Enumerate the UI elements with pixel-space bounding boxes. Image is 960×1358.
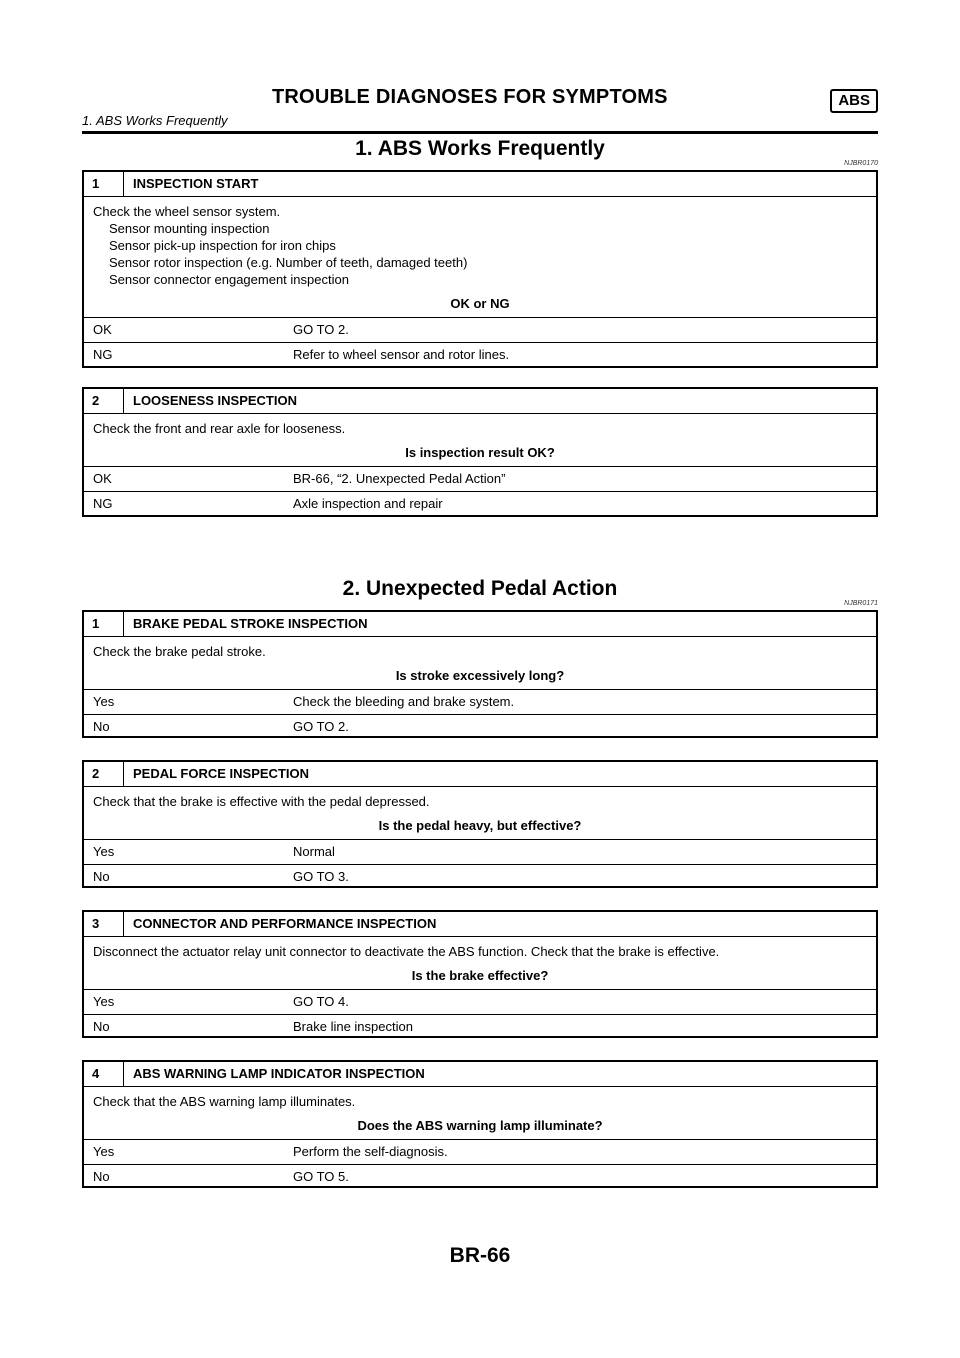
result-row [84,491,876,516]
step-title: CONNECTOR AND PERFORMANCE INSPECTION [133,916,437,931]
result-action: BR-66, “2. Unexpected Pedal Action” [293,471,506,486]
step-instruction: Check the brake pedal stroke. [93,644,266,659]
step-header [84,762,876,787]
diagnostic-step-box [82,910,878,1038]
result-action: Normal [293,844,335,859]
step-body [84,787,876,814]
section-code: NJBR0170 [844,160,878,167]
result-action: GO TO 2. [293,322,349,337]
result-row [84,840,876,864]
step-number: 4 [84,1062,124,1086]
diagnostic-step-box [82,387,878,517]
result-label: OK [93,322,112,337]
step-number: 2 [84,389,124,413]
result-label: No [93,719,110,734]
step-question: Is stroke excessively long? [84,664,876,690]
step-number: 3 [84,912,124,936]
section-title-unexpected-pedal-action: 2. Unexpected Pedal Action [342,577,618,600]
step-substep: Sensor mounting inspection [109,221,270,236]
diagnostic-step-box [82,170,878,368]
step-substep: Sensor connector engagement inspection [109,272,349,287]
result-action: GO TO 3. [293,869,349,884]
step-instruction: Check that the ABS warning lamp illuminates. [93,1094,356,1109]
step-body [84,197,876,292]
result-row [84,690,876,714]
result-row [84,342,876,367]
step-header [84,912,876,937]
result-row [84,714,876,739]
result-label: Yes [93,694,115,709]
step-number: 1 [84,612,124,636]
result-row [84,1140,876,1164]
result-action: GO TO 2. [293,719,349,734]
step-number: 2 [84,762,124,786]
result-label: NG [93,496,113,511]
step-body [84,637,876,664]
step-instruction: Check the wheel sensor system. [93,204,281,219]
result-action: Refer to wheel sensor and rotor lines. [293,347,510,362]
step-title: LOOSENESS INSPECTION [133,393,297,408]
step-body [84,1087,876,1114]
step-question: Does the ABS warning lamp illuminate? [84,1114,876,1140]
step-header [84,389,876,414]
step-question: OK or NG [84,292,876,318]
section-title-abs-works-frequently: 1. ABS Works Frequently [355,137,605,160]
header-subtitle: 1. ABS Works Frequently [82,113,228,128]
diagnostic-step-box [82,1060,878,1188]
step-instruction: Check that the brake is effective with the pedal depressed. [93,794,430,809]
result-row [84,1164,876,1189]
step-question: Is the brake effective? [84,964,876,990]
step-header [84,612,876,637]
section-code: NJBR0171 [844,600,878,607]
result-label: NG [93,347,113,362]
step-body [84,414,876,441]
step-instruction: Check the front and rear axle for looseness. [93,421,346,436]
result-action: Check the bleeding and brake system. [293,694,515,709]
step-body [84,937,876,964]
step-substep: Sensor rotor inspection (e.g. Number of teeth, damaged teeth) [109,255,468,270]
result-action: Axle inspection and repair [293,496,443,511]
step-title: ABS WARNING LAMP INDICATOR INSPECTION [133,1066,425,1081]
step-title: PEDAL FORCE INSPECTION [133,766,310,781]
step-substep: Sensor pick-up inspection for iron chips [109,238,336,253]
result-label: OK [93,471,112,486]
result-label: Yes [93,1144,115,1159]
result-row [84,864,876,889]
step-question: Is the pedal heavy, but effective? [84,814,876,840]
step-question: Is inspection result OK? [84,441,876,467]
step-instruction: Disconnect the actuator relay unit connector to deactivate the ABS function. Check that the brake is effective. [93,944,720,959]
result-row [84,467,876,491]
result-action: Perform the self-diagnosis. [293,1144,448,1159]
result-label: No [93,869,110,884]
result-action: GO TO 4. [293,994,349,1009]
page-number: BR-66 [449,1244,511,1267]
result-row [84,990,876,1014]
diagnostic-step-box [82,760,878,888]
step-title: BRAKE PEDAL STROKE INSPECTION [133,616,368,631]
page-header [82,86,878,134]
step-header [84,1062,876,1087]
header-title: TROUBLE DIAGNOSES FOR SYMPTOMS [272,86,668,108]
step-title: INSPECTION START [133,176,259,191]
result-label: Yes [93,844,115,859]
header-divider [82,131,878,134]
result-row [84,318,876,342]
result-label: No [93,1169,110,1184]
result-row [84,1014,876,1039]
step-header [84,172,876,197]
diagnostic-step-box [82,610,878,738]
result-label: No [93,1019,110,1034]
step-number: 1 [84,172,124,196]
result-action: GO TO 5. [293,1169,349,1184]
result-action: Brake line inspection [293,1019,413,1034]
abs-badge: ABS [830,89,878,113]
result-label: Yes [93,994,115,1009]
